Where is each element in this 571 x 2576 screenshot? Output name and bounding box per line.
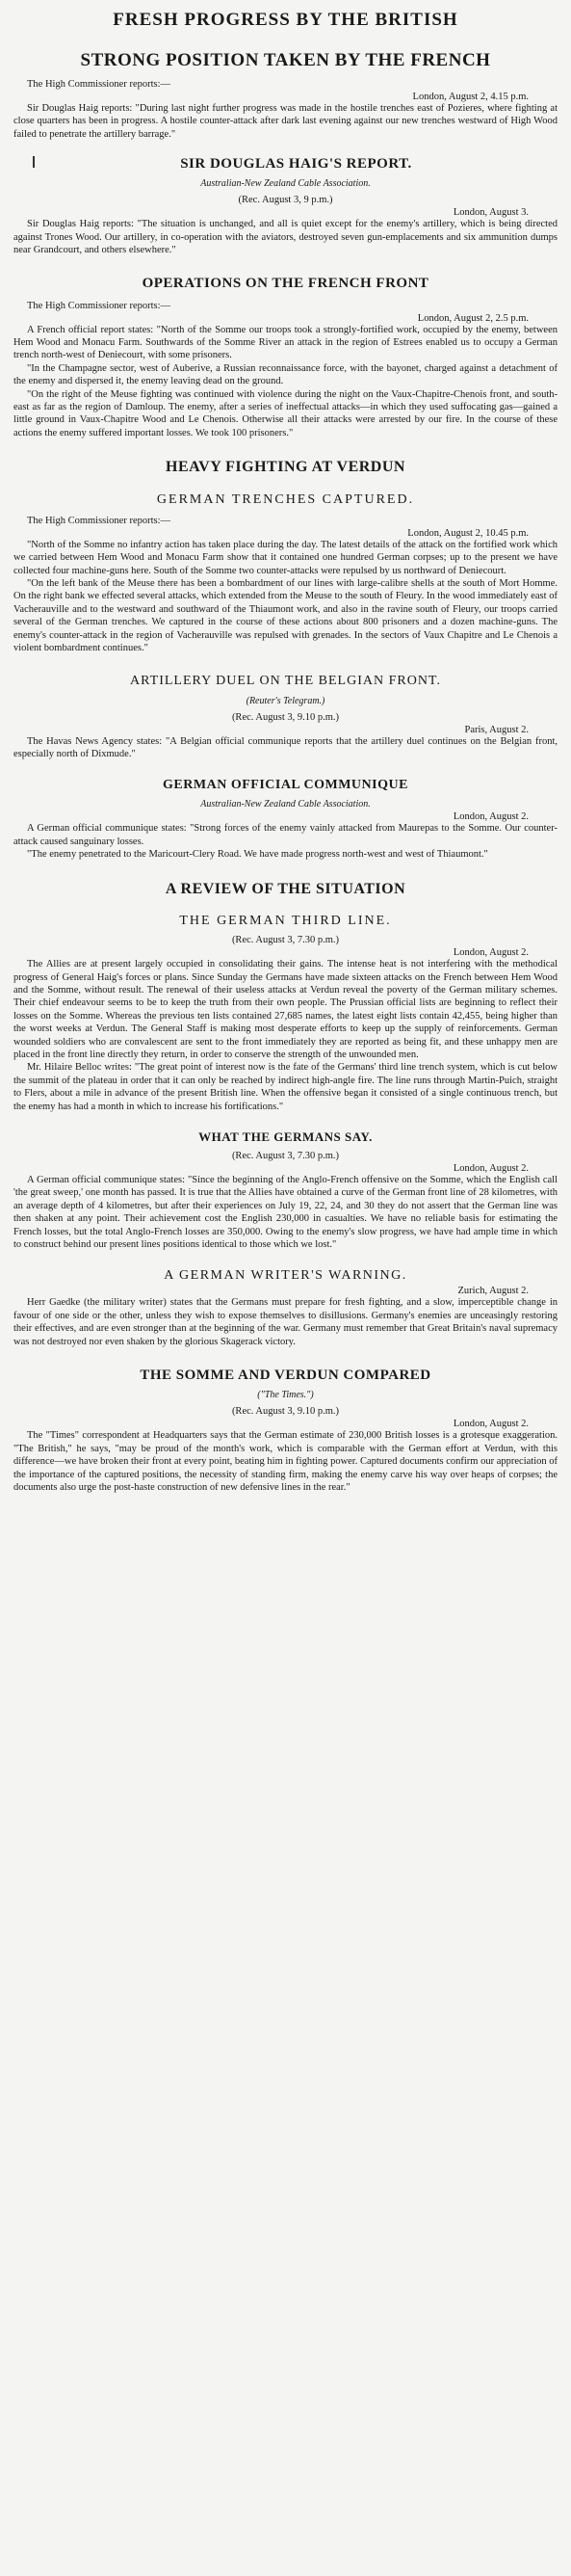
article-third-line	[13, 914, 558, 1113]
column-mark	[33, 156, 35, 168]
paragraph: "In the Champagne sector, west of Auberive, a Russian reconnaissance force, with the bayonet, charged against a detachment of the enemy and dispersed it, the enemy leaving dead on the ground.	[13, 362, 558, 387]
article-trenches-captured	[13, 492, 558, 655]
headline: FRESH PROGRESS BY THE BRITISH	[113, 10, 458, 30]
intro-line: The High Commissioner reports:—	[27, 515, 171, 526]
article-verdun	[13, 459, 558, 476]
headline: A GERMAN WRITER'S WARNING.	[164, 1268, 407, 1284]
article-haig-report	[13, 156, 558, 256]
dateline: London, August 2.	[453, 811, 529, 823]
article-fresh-progress	[13, 10, 558, 31]
article-belgian-front	[13, 674, 558, 760]
headline: ARTILLERY DUEL ON THE BELGIAN FRONT.	[130, 674, 441, 689]
paragraph: Sir Douglas Haig reports: "The situation is unchanged, and all is quiet except for the enemy's artillery, which is being directed against Trones Wood. Our artillery, in co-operation with the aviators, destroyed seven gun-emplacements and six ammunition dumps near Grandcourt, and others elsewhere."	[13, 219, 558, 255]
article-body	[13, 958, 558, 1113]
headline: HEAVY FIGHTING AT VERDUN	[166, 459, 405, 476]
headline: OPERATIONS ON THE FRENCH FRONT	[142, 276, 429, 292]
article-body	[13, 218, 558, 256]
wire-credit: (Reuter's Telegram.)	[246, 695, 325, 706]
article-body	[13, 822, 558, 861]
article-writers-warning	[13, 1268, 558, 1348]
paragraph: The Havas News Agency states: "A Belgian official communique reports that the artillery duel continues on the Belgian front, especially north of Dixmude."	[13, 735, 558, 759]
wire-credit: ("The Times.")	[257, 1390, 314, 1401]
headline: GERMAN OFFICIAL COMMUNIQUE	[163, 778, 408, 793]
article-body	[13, 1429, 558, 1494]
dateline: London, August 3.	[453, 207, 529, 219]
article-body	[13, 735, 558, 761]
paragraph: Sir Douglas Haig reports: "During last night further progress was made in the hostile trenches east of Pozieres, where fighting at close quarters has been in progress. A hostile counter-attack after dark last evening against our new trenches westward of High Wood failed to penetrate the artillery barrage."	[13, 102, 558, 140]
headline: STRONG POSITION TAKEN BY THE FRENCH	[80, 49, 491, 70]
intro-line: The High Commissioner reports:—	[27, 300, 171, 311]
article-body	[13, 1174, 558, 1251]
headline: A REVIEW OF THE SITUATION	[165, 880, 406, 897]
article-french-front	[13, 276, 558, 439]
wire-credit: Australian-New Zealand Cable Association.	[200, 178, 371, 190]
dateline: London, August 2, 10.45 p.m.	[407, 527, 529, 539]
article-body	[13, 102, 558, 141]
headline: THE SOMME AND VERDUN COMPARED	[140, 1368, 431, 1384]
dateline: London, August 2.	[453, 1162, 529, 1174]
paragraph: Herr Gaedke (the military writer) states that the Germans must prepare for fresh fighting, and a slow, imperceptible change in favour of one side or the other, unless they wish to expose themselves to disillusions. Germany's enemies are unceasingly restoring their effectives, and are even stronger than at the beginning of the war. Germany must remember that Great Britain's naval supremacy was not destroyed nor even shaken by the glorious Skagerack victory.	[13, 1297, 558, 1347]
article-somme-verdun	[13, 1368, 558, 1494]
intro-line: The High Commissioner reports:—	[27, 78, 171, 90]
article-review	[13, 881, 558, 898]
paragraph: A German official communique states: "Strong forces of the enemy vainly attacked from Maurepas to the Somme. Our counter-attack caused sanguinary losses.	[13, 823, 558, 847]
article-strong-position	[13, 50, 558, 141]
article-body	[13, 1296, 558, 1348]
dateline: London, August 2.	[453, 947, 529, 959]
dateline: London, August 2, 2.5 p.m.	[417, 312, 529, 324]
article-body	[13, 324, 558, 440]
received-line: (Rec. August 3, 7.30 p.m.)	[231, 935, 340, 946]
received-line: (Rec. August 3, 9.10 p.m.)	[231, 711, 340, 723]
dateline: Paris, August 2.	[464, 724, 529, 735]
paragraph: "On the left bank of the Meuse there has been a bombardment of our lines with large-calibre shells at the south of Mort Homme. On the right bank we effected several attacks, which extended from the Meuse to the south of Fleury. In the wood immediately east of Vacherauville and to the westward and southward of the Thiaumont work, and also in the ravine south of Fleury, our troops carried several of the German trenches. We captured in the course of these actions about 800 prisoners and a dozen machine-guns. The enemy's counter-attack in the region of Vacherauville was repulsed with grenades. In the sectors of Vaux Chapitre and Le Chenois a violent bombardment continues."	[13, 577, 558, 654]
paragraph: "The enemy penetrated to the Maricourt-Clery Road. We have made progress north-west and west of Thiaumont."	[27, 849, 488, 861]
headline: WHAT THE GERMANS SAY.	[198, 1129, 373, 1144]
paragraph: "North of the Somme no infantry action has taken place during the day. The latest details of the attack on the fortified work which we carried between Hem Wood and Monacu Farm show that it contained one hundred German corpses; up to the present we have collected four machine-guns here. South of the Somme two counter-attacks were repulsed by us northward of Deniecourt.	[13, 539, 558, 576]
article-body	[13, 539, 558, 655]
paragraph: The "Times" correspondent at Headquarters says that the German estimate of 230,000 British losses is a grotesque exaggeration. "The British," he says, "may be proud of the month's work, which is comparable with the German effort at Verdun, with this difference—we have broken their front at every point, beating him in fighting power. Captured documents confirm our appreciation of the importance of the captured positions, the necessity of standing firm, making the enemy carve his way over heaps of corpses; the documents also urge the post-haste construction of new defensive lines in the rear."	[13, 1430, 558, 1493]
headline: SIR DOUGLAS HAIG'S REPORT.	[13, 156, 558, 173]
paragraph: A German official communique states: "Since the beginning of the Anglo-French offensive on the Somme, which the English call 'the great sweep,' one month has passed. It is true that the Allies have obtained a curve of the German front line of 28 kilometres, with an average depth of 4 kilometres, but after their experiences on July 19, 22, 24, and 30 they do not assert that the German line was then shaken at any point. Their achievement cost the English 230,000 in casualties. We have no reliable basis for estimating the French losses, but the total Anglo-French losses are 350,000. Owing to the enemy's slow progress, we have had ample time in which to construct behind our present lines positions identical to those which we lost."	[13, 1174, 558, 1250]
headline: THE GERMAN THIRD LINE.	[179, 914, 392, 929]
article-what-germans-say	[13, 1130, 558, 1251]
paragraph: "On the right of the Meuse fighting was continued with violence during the night on the Vaux-Chapitre-Chenois front, and south-east as far as the region of Damloup. The enemy, after a series of ineffectual attacks—in which they used suffocating gas—gained a little ground in Vaux-Chapitre Wood and Le Chenois. Otherwise all their attacks were arrested by our fire. In the course of these actions the enemy suffered important losses. We took 100 prisoners."	[13, 388, 558, 438]
dateline: Zurich, August 2.	[457, 1286, 529, 1297]
article-german-communique	[13, 778, 558, 861]
dateline: London, August 2, 4.15 p.m.	[412, 91, 529, 102]
paragraph: The Allies are at present largely occupied in consolidating their gains. The intense heat is not interfering with the methodical progress of General Haig's forces or plans. Since Sunday the Germans have made sixteen attacks on the French between Hem Wood and the Somme, without result. The renewal of their useless attacks at Verdun reveal the poverty of the German military schemes. Their chief endeavour seems to be to keep the truth from their own people. The Prussian official lists are beginning to reflect their losses on the Somme. Whereas the previous ten lists contained 27,685 names, the latest eight lists contain 42,455, being higher than the worst weeks at Verdun. The General Staff is making most desperate efforts to keep up the supply of reinforcements. German wounded soldiers who are convalescent are sent to the front immediately they are reported as being fit, and these unhappy men are placed in the front line directly they return, in order to conserve the strength of the unwounded men.	[13, 959, 558, 1060]
received-line: (Rec. August 3, 7.30 p.m.)	[231, 1150, 340, 1161]
dateline: London, August 2.	[453, 1419, 529, 1430]
received-line: (Rec. August 3, 9.10 p.m.)	[231, 1406, 340, 1418]
wire-credit: Australian-New Zealand Cable Association.	[200, 799, 371, 810]
paragraph: A French official report states: "North of the Somme our troops took a strongly-fortified work, occupied by the enemy, between Hem Wood and Monacu Farm. Southwards of the Somme River an attack in the region of Estrees enabled us to occupy a German trench north-west of Deniecourt, with some prisoners.	[13, 324, 558, 361]
headline: GERMAN TRENCHES CAPTURED.	[156, 491, 415, 507]
received-line: (Rec. August 3, 9 p.m.)	[238, 195, 333, 206]
paragraph: Mr. Hilaire Belloc writes: "The great point of interest now is the fate of the Germans' third line trench system, which is cut below the summit of the plateau in order that it can only be reached by indirect high-angle fire. The line runs through Martin-Puich, straight to Flers, about a mile in advance of the present British line. When the offensive began it consisted of a single continuous trench, but the enemy has had a month in which to increase his fortifications."	[13, 1062, 558, 1112]
